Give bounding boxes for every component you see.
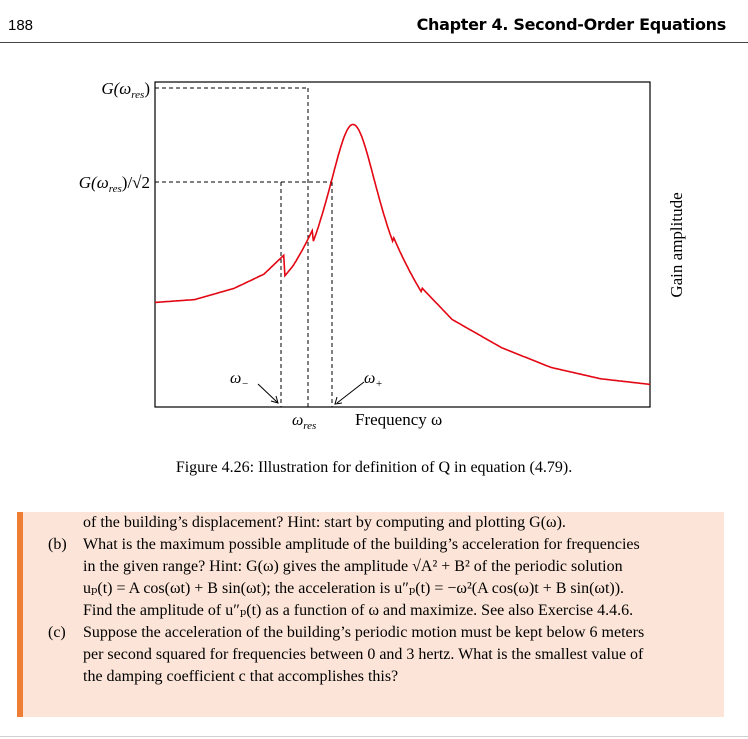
omega-res-label: $\omega_{res}$ bbox=[292, 412, 317, 432]
header-rule bbox=[0, 42, 748, 43]
resonance-figure bbox=[0, 44, 748, 444]
exercise-line: the damping coefficient c that accomplishes this? bbox=[83, 668, 399, 685]
exercise-line: in the given range? Hint: G(ω) gives the amplitude √A² + B² of the periodic solution bbox=[83, 558, 623, 575]
exercise-label-b: (b) bbox=[48, 536, 67, 553]
y-label-peak: $G(\omega_{res})$ bbox=[101, 79, 150, 101]
gain-curve bbox=[155, 124, 650, 384]
x-axis-label: Frequency ω bbox=[355, 410, 443, 429]
figure-caption: Figure 4.26: Illustration for definition of Q in equation (4.79). bbox=[175, 459, 573, 476]
exercise-line: Find the amplitude of u″ₚ(t) as a function of ω and maximize. See also Exercise 4.4.6. bbox=[83, 602, 634, 619]
exercise-line: uₚ(t) = A cos(ωt) + B sin(ωt); the acceleration is u″ₚ(t) = −ω²(A cos(ω)t + B sin(ωt)). bbox=[83, 580, 625, 597]
omega-minus-arrow bbox=[258, 384, 277, 402]
y-label-half-power: $G(\omega_{res})/√2$ bbox=[78, 173, 150, 195]
omega-minus-label: $\omega_-$ bbox=[230, 370, 249, 390]
page-number: 188 bbox=[8, 17, 34, 34]
exercise-line: What is the maximum possible amplitude of the building’s acceleration for frequencies bbox=[83, 536, 640, 553]
exercise-label-c: (c) bbox=[48, 624, 66, 641]
omega-plus-label: $\omega_+$ bbox=[364, 370, 383, 390]
exercise-line: Suppose the acceleration of the building’s periodic motion must be kept below 6 meters bbox=[83, 624, 645, 641]
exercise-line: of the building’s displacement? Hint: start by computing and plotting G(ω). bbox=[83, 514, 566, 531]
y-axis-label: Gain amplitude bbox=[667, 192, 686, 298]
plot-frame bbox=[155, 82, 650, 407]
chapter-title: Chapter 4. Second-Order Equations bbox=[416, 15, 726, 34]
page-header bbox=[0, 0, 748, 40]
omega-plus-arrow bbox=[337, 382, 364, 403]
bottom-rule bbox=[0, 736, 748, 737]
exercise-box bbox=[17, 512, 724, 717]
exercise-line: per second squared for frequencies between 0 and 3 hertz. What is the smallest value of bbox=[83, 646, 644, 663]
